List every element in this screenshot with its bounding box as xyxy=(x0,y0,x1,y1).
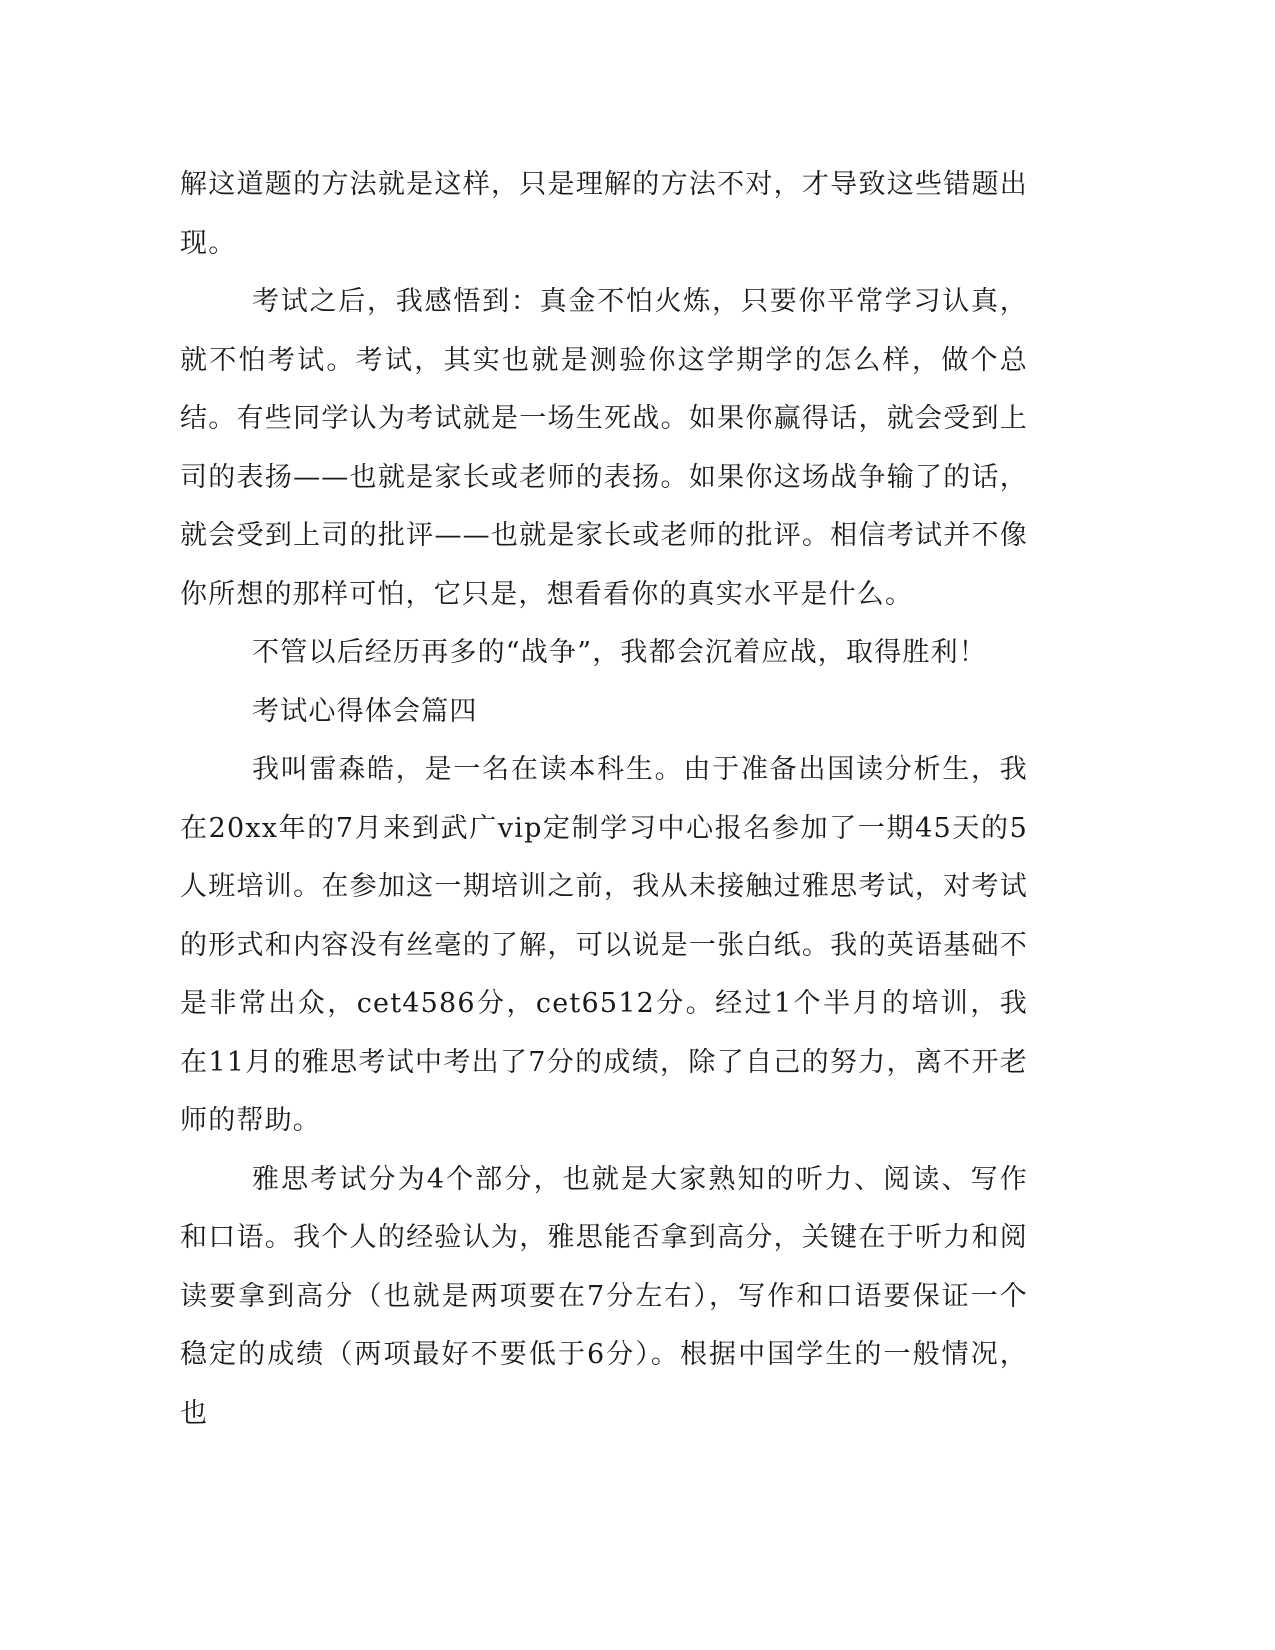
paragraph-5: 雅思考试分为4个部分，也就是大家熟知的听力、阅读、写作和口语。我个人的经验认为，雅思能否拿到高分，关键在于听力和阅读要拿到高分（也就是两项要在7分左右），写作和口语要保证一个稳定的成绩（两项最好不要低于6分）。根据中国学生的一般情况，也 xyxy=(180,1163,1028,1429)
paragraph-3: 不管以后经历再多的“战争”，我都会沉着应战，取得胜利！ xyxy=(252,637,988,668)
paragraph-2: 考试之后，我感悟到：真金不怕火炼，只要你平常学习认真，就不怕考试。考试，其实也就是测验你这学期学的怎么样，做个总结。有些同学认为考试就是一场生死战。如果你赢得话，就会受到上司的表扬——也就是家长或老师的表扬。如果你这场战争输了的话，就会受到上司的批评——也就是家长或老师的批评。相信考试并不像你所想的那样可怕，它只是，想看看你的真实水平是什么。 xyxy=(180,286,1028,610)
paragraph-1: 解这道题的方法就是这样，只是理解的方法不对，才导致这些错题出现。 xyxy=(180,169,1028,259)
section-heading: 考试心得体会篇四 xyxy=(252,695,478,727)
document-body xyxy=(180,156,1028,1443)
paragraph-4: 我叫雷森皓，是一名在读本科生。由于准备出国读分析生，我在20xx年的7月来到武广vip定制学习中心报名参加了一期45天的5人班培训。在参加这一期培训之前，我从未接触过雅思考试，对考试的形式和内容没有丝毫的了解，可以说是一张白纸。我的英语基础不是非常出众，cet4586分，cet6512分。经过1个半月的培训，我在11月的雅思考试中考出了7分的成绩，除了自己的努力，离不开老师的帮助。 xyxy=(180,754,1028,1136)
